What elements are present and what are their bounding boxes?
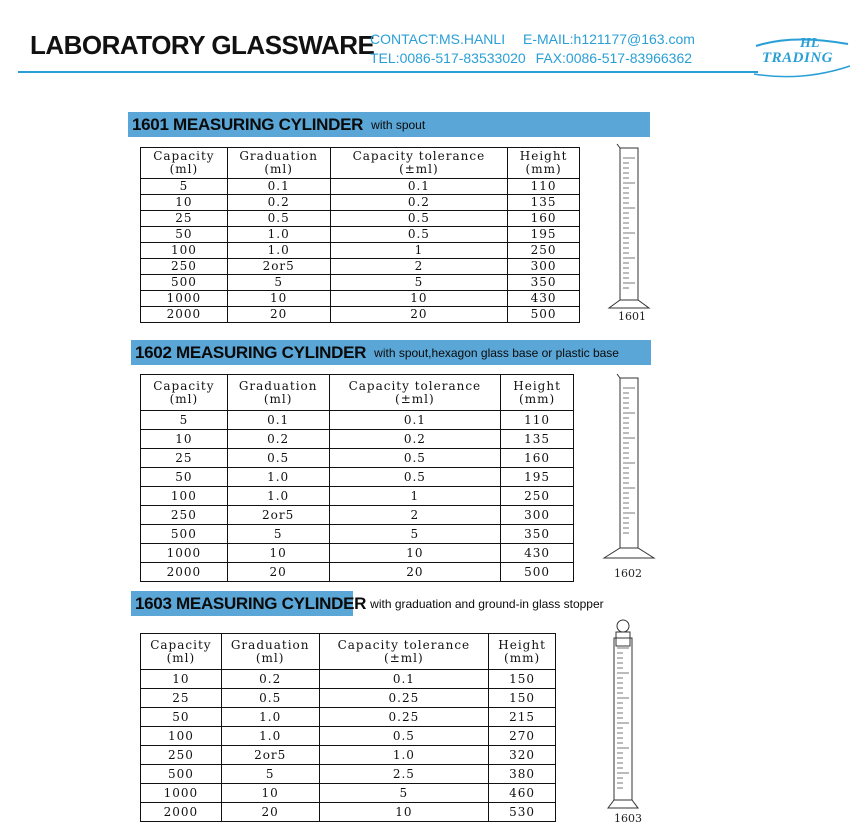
table-cell: 50: [141, 708, 222, 727]
table-row: [141, 179, 580, 195]
table-cell: 100: [141, 727, 222, 746]
table-cell: 0.1: [329, 411, 501, 430]
table-cell: 1.0: [319, 746, 489, 765]
table-cell: 5: [221, 765, 319, 784]
table-cell: 2or5: [221, 746, 319, 765]
figure-label-1603: 1603: [614, 812, 642, 825]
table-cell: 160: [501, 449, 574, 468]
table-cell: 5: [319, 784, 489, 803]
table-cell: 25: [141, 689, 222, 708]
table-cell: 380: [489, 765, 556, 784]
table-row: [141, 803, 556, 822]
table-cell: 460: [489, 784, 556, 803]
table-cell: 10: [330, 291, 508, 307]
table-cell: 10: [141, 195, 228, 211]
table-cell: 500: [141, 275, 228, 291]
table-cell: 350: [508, 275, 580, 291]
table-cell: 5: [227, 275, 330, 291]
page-header: [0, 0, 860, 80]
table-row: [141, 307, 580, 323]
table-cell: 300: [501, 506, 574, 525]
table-cell: 250: [508, 243, 580, 259]
table-cell: 250: [141, 746, 222, 765]
section-subtitle: with graduation and ground-in glass stopper: [370, 596, 604, 611]
table-row: [141, 243, 580, 259]
table-cell: 25: [141, 211, 228, 227]
col-graduation: Graduation (ml): [227, 375, 329, 411]
table-cell: 5: [141, 179, 228, 195]
table-cell: 135: [508, 195, 580, 211]
figure-label-1601: 1601: [618, 310, 646, 323]
table-cell: 10: [141, 430, 228, 449]
table-cell: 0.5: [227, 211, 330, 227]
table-cell: 150: [489, 670, 556, 689]
table-cell: 50: [141, 227, 228, 243]
table-cell: 0.2: [227, 430, 329, 449]
table-row: [141, 525, 574, 544]
table-cell: 0.5: [330, 227, 508, 243]
table-cell: 0.5: [221, 689, 319, 708]
col-tolerance: Capacity tolerance (±ml): [329, 375, 501, 411]
table-row: [141, 468, 574, 487]
table-row: [141, 765, 556, 784]
table-cell: 20: [221, 803, 319, 822]
table-cell: 195: [501, 468, 574, 487]
table-row: [141, 708, 556, 727]
table-cell: 500: [501, 563, 574, 582]
table-cell: 1.0: [227, 468, 329, 487]
col-capacity: Capacity (ml): [141, 634, 222, 670]
contact-tel: TEL:0086-517-83533020: [370, 50, 526, 66]
table-cell: 0.2: [329, 430, 501, 449]
col-tolerance: Capacity tolerance (±ml): [330, 148, 508, 179]
figure-label-1602: 1602: [614, 567, 642, 580]
table-cell: 10: [227, 291, 330, 307]
table-cell: 2.5: [319, 765, 489, 784]
table-cell: 2000: [141, 307, 228, 323]
table-row: [141, 411, 574, 430]
table-cell: 20: [227, 307, 330, 323]
col-graduation: Graduation (ml): [227, 148, 330, 179]
col-tolerance: Capacity tolerance (±ml): [319, 634, 489, 670]
table-cell: 2or5: [227, 259, 330, 275]
table-cell: 150: [489, 689, 556, 708]
table-cell: 5: [329, 525, 501, 544]
section-title: 1601 MEASURING CYLINDER: [132, 114, 364, 134]
col-capacity: Capacity (ml): [141, 148, 228, 179]
table-row: [141, 563, 574, 582]
table-cell: 0.2: [330, 195, 508, 211]
table-cell: 1.0: [227, 227, 330, 243]
table-row: [141, 670, 556, 689]
section-subtitle: with spout: [371, 117, 426, 132]
section-title: 1603 MEASURING CYLINDER: [135, 593, 367, 613]
table-cell: 0.1: [319, 670, 489, 689]
table-row: [141, 487, 574, 506]
table-cell: 1000: [141, 544, 228, 563]
table-cell: 1.0: [221, 708, 319, 727]
table-cell: 2or5: [227, 506, 329, 525]
page-title: LABORATORY GLASSWARE: [30, 30, 375, 60]
table-cell: 20: [227, 563, 329, 582]
col-graduation: Graduation (ml): [221, 634, 319, 670]
spec-table-1602: [140, 374, 574, 582]
table-cell: 1.0: [227, 243, 330, 259]
table-cell: 1.0: [227, 487, 329, 506]
table-cell: 0.1: [227, 411, 329, 430]
section-subtitle: with spout,hexagon glass base or plastic base: [374, 345, 619, 360]
section-banner-1602: [131, 340, 651, 365]
table-cell: 20: [329, 563, 501, 582]
col-capacity: Capacity (ml): [141, 375, 228, 411]
table-cell: 5: [227, 525, 329, 544]
table-cell: 2000: [141, 563, 228, 582]
table-cell: 270: [489, 727, 556, 746]
table-cell: 160: [508, 211, 580, 227]
table-cell: 0.5: [227, 449, 329, 468]
table-cell: 10: [141, 670, 222, 689]
table-cell: 50: [141, 468, 228, 487]
table-cell: 1000: [141, 784, 222, 803]
table-cell: 1: [330, 243, 508, 259]
table-row: [141, 544, 574, 563]
table-cell: 2000: [141, 803, 222, 822]
table-cell: 300: [508, 259, 580, 275]
table-cell: 0.1: [227, 179, 330, 195]
contact-email: E-MAIL:h121177@163.com: [522, 31, 695, 47]
company-logo: [752, 36, 852, 86]
table-cell: 1.0: [221, 727, 319, 746]
table-row: [141, 275, 580, 291]
table-cell: 0.1: [330, 179, 508, 195]
section-title: 1602 MEASURING CYLINDER: [135, 342, 367, 362]
table-cell: 430: [501, 544, 574, 563]
table-cell: 2: [329, 506, 501, 525]
table-row: [141, 259, 580, 275]
table-cell: 250: [141, 259, 228, 275]
contact-block: [370, 30, 695, 68]
col-height: Height (mm): [489, 634, 556, 670]
table-cell: 320: [489, 746, 556, 765]
spec-table-1601: [140, 147, 580, 323]
table-row: [141, 430, 574, 449]
table-cell: 0.5: [319, 727, 489, 746]
table-row: [141, 195, 580, 211]
table-cell: 5: [330, 275, 508, 291]
header-divider: [18, 71, 758, 73]
table-cell: 0.5: [329, 449, 501, 468]
table-cell: 110: [501, 411, 574, 430]
table-row: [141, 689, 556, 708]
table-row: [141, 784, 556, 803]
table-cell: 0.5: [330, 211, 508, 227]
table-cell: 250: [501, 487, 574, 506]
table-cell: 250: [141, 506, 228, 525]
table-cell: 0.2: [227, 195, 330, 211]
table-row: [141, 746, 556, 765]
table-cell: 10: [221, 784, 319, 803]
table-cell: 500: [141, 525, 228, 544]
table-cell: 0.25: [319, 708, 489, 727]
table-cell: 0.5: [329, 468, 501, 487]
cylinder-1603-icon: [600, 614, 650, 814]
table-cell: 530: [489, 803, 556, 822]
table-cell: 135: [501, 430, 574, 449]
table-row: [141, 506, 574, 525]
table-row: [141, 727, 556, 746]
table-cell: 500: [141, 765, 222, 784]
table-cell: 195: [508, 227, 580, 243]
table-cell: 10: [329, 544, 501, 563]
table-cell: 100: [141, 243, 228, 259]
table-cell: 25: [141, 449, 228, 468]
table-cell: 500: [508, 307, 580, 323]
table-cell: 10: [227, 544, 329, 563]
table-cell: 1: [329, 487, 501, 506]
table-cell: 10: [319, 803, 489, 822]
table-cell: 1000: [141, 291, 228, 307]
logo-mark: HL: [800, 36, 820, 51]
table-row: [141, 227, 580, 243]
cylinder-1601-icon: [606, 142, 656, 312]
col-height: Height (mm): [508, 148, 580, 179]
table-cell: 0.2: [221, 670, 319, 689]
col-height: Height (mm): [501, 375, 574, 411]
spec-table-1603: [140, 633, 556, 822]
section-banner-1601: [128, 112, 650, 137]
table-cell: 2: [330, 259, 508, 275]
table-cell: 5: [141, 411, 228, 430]
cylinder-1602-icon: [600, 372, 660, 568]
contact-name: CONTACT:MS.HANLI: [370, 31, 506, 47]
table-cell: 20: [330, 307, 508, 323]
table-cell: 215: [489, 708, 556, 727]
table-row: [141, 291, 580, 307]
table-cell: 110: [508, 179, 580, 195]
table-cell: 100: [141, 487, 228, 506]
table-row: [141, 449, 574, 468]
table-cell: 350: [501, 525, 574, 544]
table-row: [141, 211, 580, 227]
table-cell: 430: [508, 291, 580, 307]
logo-text: TRADING: [762, 50, 834, 66]
contact-fax: FAX:0086-517-83966362: [535, 50, 693, 66]
section-banner-1603: [131, 591, 653, 616]
table-cell: 0.25: [319, 689, 489, 708]
